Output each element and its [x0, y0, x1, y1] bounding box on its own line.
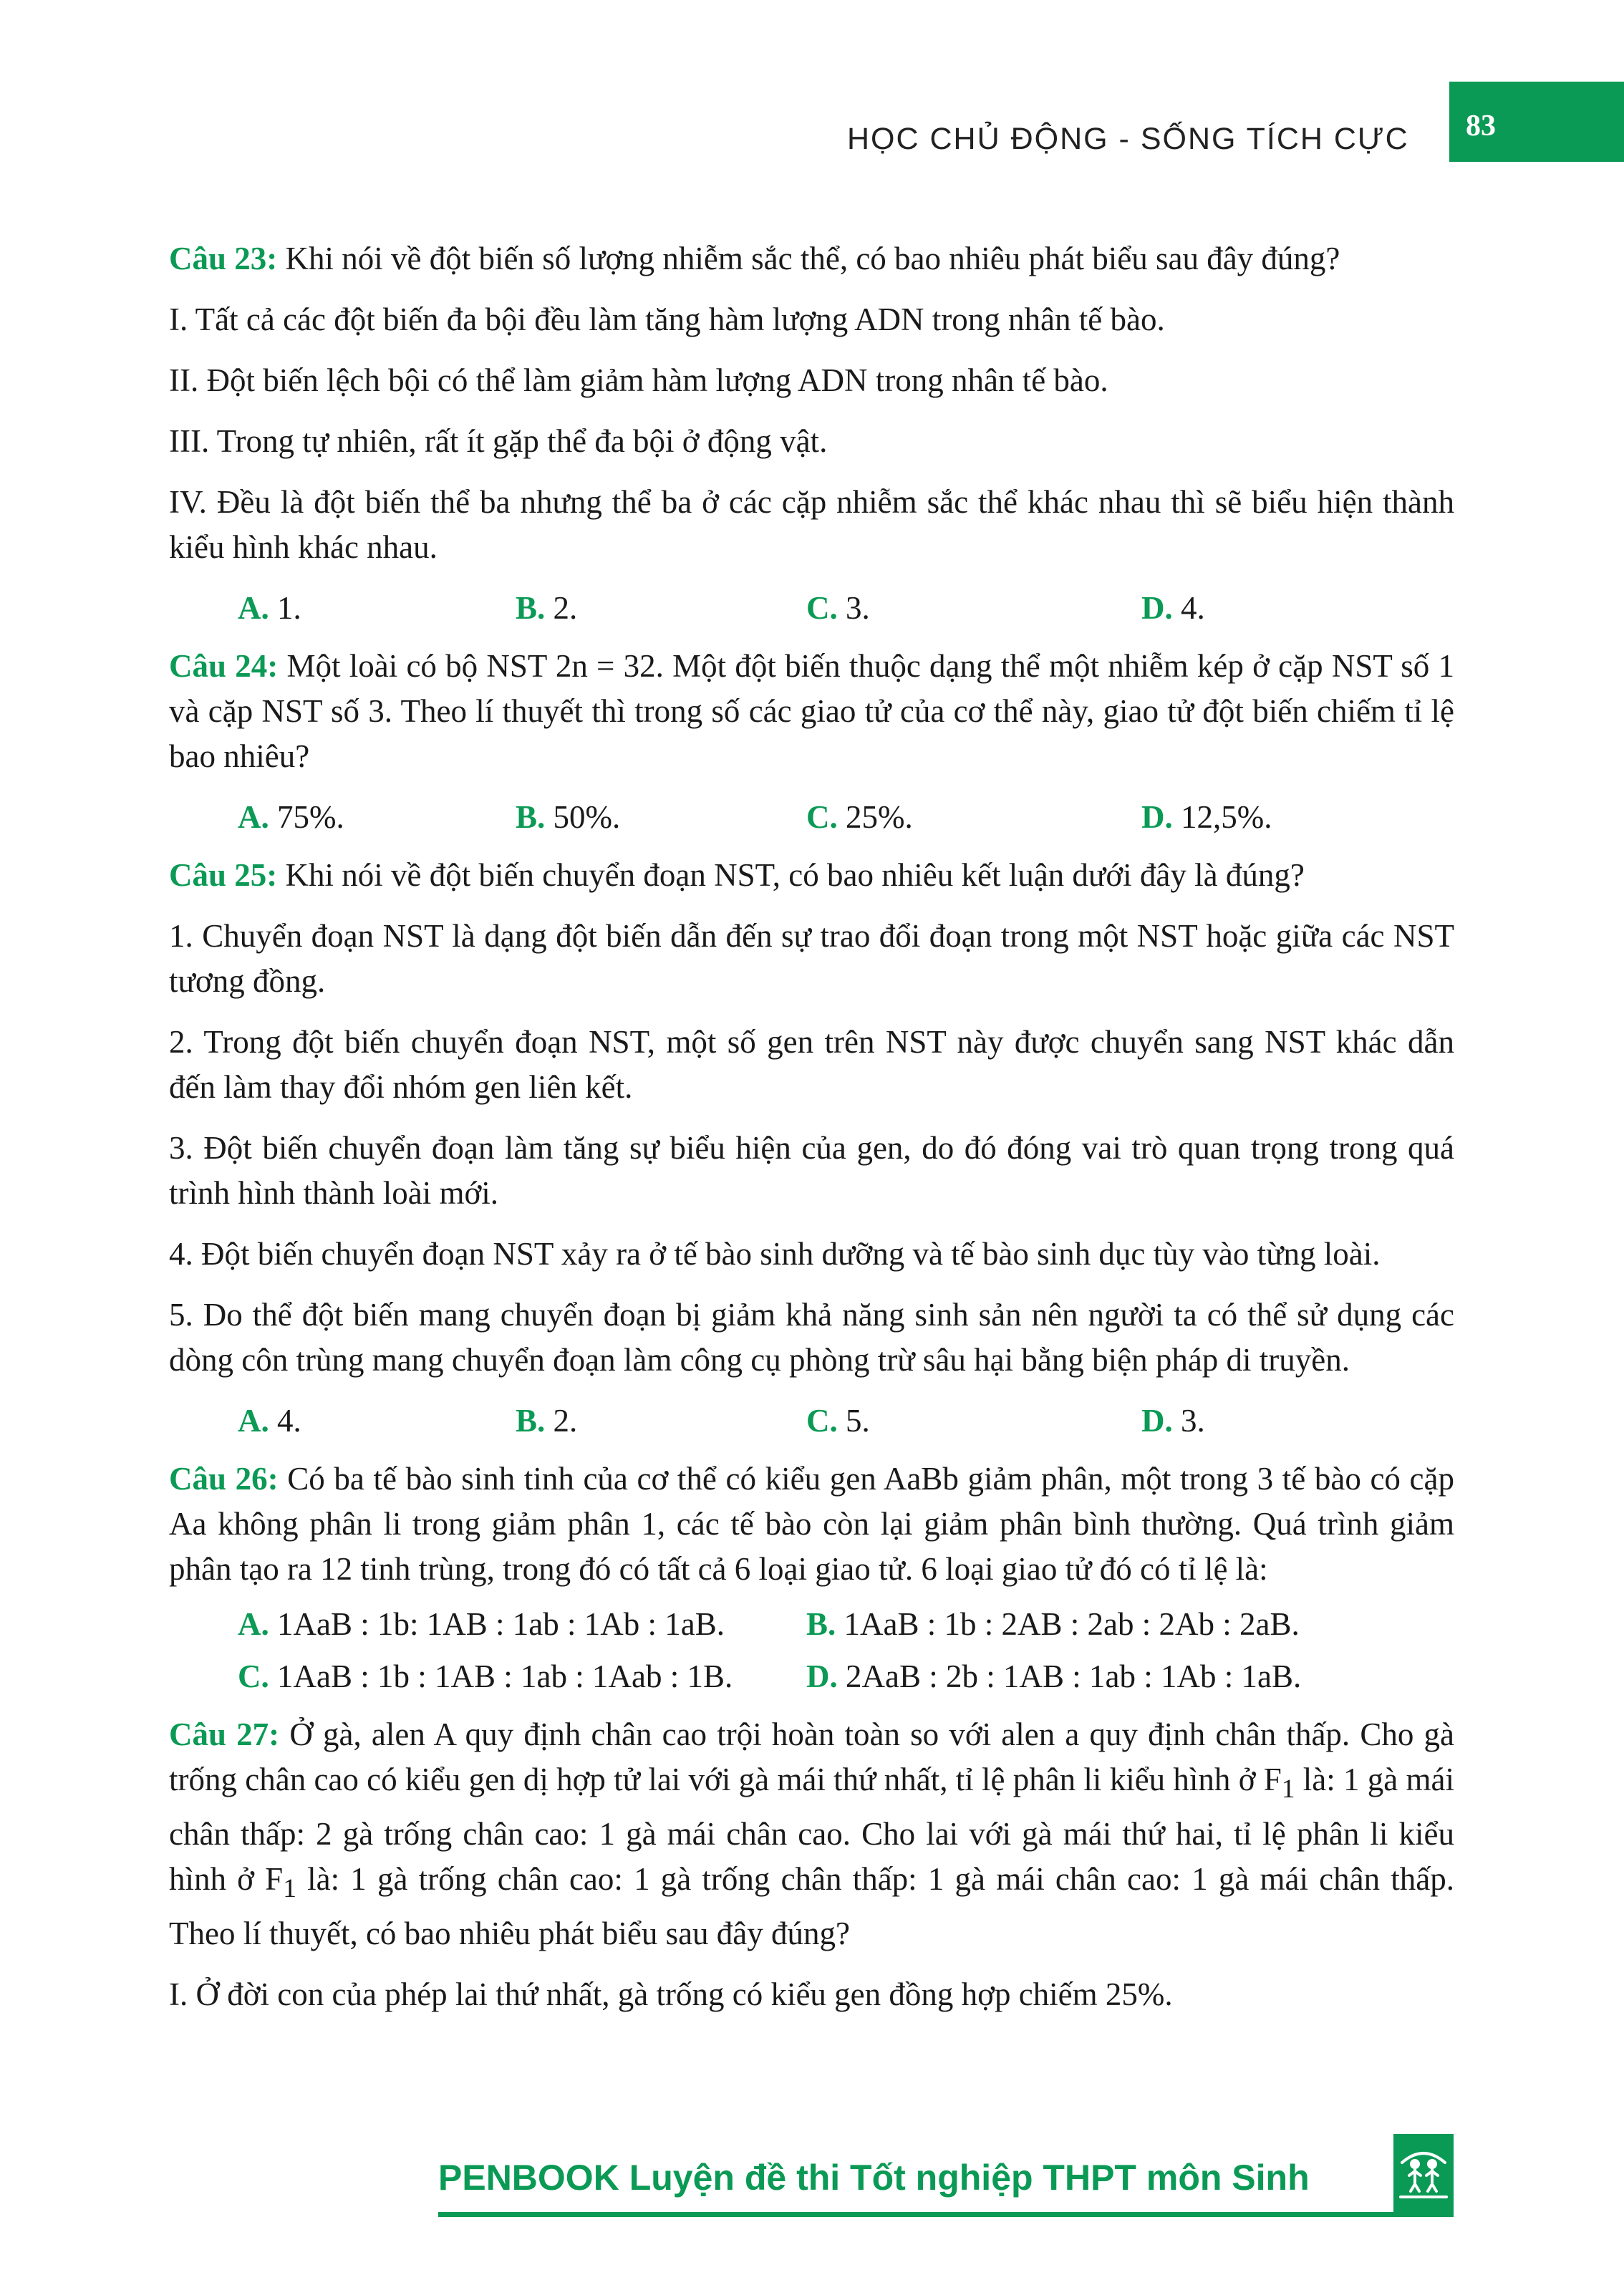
question-label: Câu 26:: [169, 1461, 279, 1497]
option-letter: A.: [238, 1403, 269, 1439]
statement: III. Trong tự nhiên, rất ít gặp thể đa bội ở động vật.: [169, 423, 828, 459]
question-23: [169, 236, 1454, 631]
option-text: 1.: [269, 590, 301, 626]
option-letter: D.: [1141, 799, 1173, 835]
option-b: [516, 586, 806, 631]
option-text: 4.: [1172, 590, 1205, 626]
question-text: là: 1 gà trống chân cao: 1 gà trống chân thấp: 1 gà mái chân cao: 1 gà mái chân thấp. Theo lí thuyết, có bao nhiêu phát biểu sau đây đúng?: [169, 1861, 1454, 1951]
statement: I. Ở đời con của phép lai thứ nhất, gà trống có kiểu gen đồng hợp chiếm 25%.: [169, 1976, 1173, 2012]
answer-options-row-2: [238, 1654, 1454, 1699]
question-text: Một loài có bộ NST 2n = 32. Một đột biến thuộc dạng thể một nhiễm kép ở cặp NST số 1 và cặp NST số 3. Theo lí thuyết thì trong số các giao tử của cơ thể này, giao tử đột biến chiếm tỉ lệ bao nhiêu?: [169, 648, 1454, 774]
question-label: Câu 23:: [169, 241, 278, 276]
statement: 2. Trong đột biến chuyển đoạn NST, một số gen trên NST này được chuyển sang NST khác dẫn đến làm thay đổi nhóm gen liên kết.: [169, 1024, 1454, 1105]
option-text: 1AaB : 1b: 1AB : 1ab : 1Ab : 1aB.: [269, 1606, 725, 1642]
option-letter: A.: [238, 799, 269, 835]
question-stem: [169, 236, 1454, 281]
option-text: 1AaB : 1b : 2AB : 2ab : 2Ab : 2aB.: [836, 1606, 1300, 1642]
subscript: 1: [283, 1874, 296, 1903]
option-b: [516, 1399, 806, 1444]
penbook-logo-icon: [1393, 2134, 1454, 2214]
option-text: 12,5%.: [1172, 799, 1272, 835]
option-letter: C.: [806, 590, 838, 626]
option-text: 25%.: [837, 799, 913, 835]
option-a: [238, 795, 516, 840]
option-letter: D.: [806, 1658, 838, 1694]
option-text: 4.: [269, 1403, 301, 1439]
option-letter: A.: [238, 590, 269, 626]
option-text: 3.: [1172, 1403, 1205, 1439]
option-a: [238, 1399, 516, 1444]
option-letter: C.: [238, 1658, 269, 1694]
option-letter: B.: [516, 799, 546, 835]
answer-options: [238, 586, 1454, 631]
option-letter: B.: [516, 1403, 546, 1439]
question-list: [169, 236, 1454, 2017]
question-label: Câu 27:: [169, 1716, 280, 1752]
option-c: [806, 586, 1141, 631]
subscript: 1: [1281, 1774, 1295, 1804]
question-stem: [169, 1712, 1454, 1956]
question-24: [169, 644, 1454, 840]
option-c: [806, 795, 1141, 840]
statement: II. Đột biến lệch bội có thể làm giảm hàm lượng ADN trong nhân tế bào.: [169, 362, 1108, 398]
option-text: 2AaB : 2b : 1AB : 1ab : 1Ab : 1aB.: [837, 1658, 1302, 1694]
statement: 4. Đột biến chuyển đoạn NST xảy ra ở tế bào sinh dưỡng và tế bào sinh dục tùy vào từng loài.: [169, 1236, 1381, 1272]
question-27: [169, 1712, 1454, 2017]
option-text: 75%.: [269, 799, 344, 835]
statement: 1. Chuyển đoạn NST là dạng đột biến dẫn đến sự trao đổi đoạn trong một NST hoặc giữa các NST tương đồng.: [169, 918, 1454, 999]
option-a: [238, 586, 516, 631]
statement: I. Tất cả các đột biến đa bội đều làm tăng hàm lượng ADN trong nhân tế bào.: [169, 301, 1165, 337]
option-letter: D.: [1141, 590, 1173, 626]
option-text: 2.: [545, 1403, 578, 1439]
option-letter: C.: [806, 799, 838, 835]
option-text: 50%.: [545, 799, 621, 835]
option-text: 3.: [837, 590, 870, 626]
option-d: [1141, 586, 1205, 631]
question-text: là: 1 gà mái chân thấp: 2 gà trống chân cao: 1 gà mái chân cao. Cho lai với gà mái thứ hai, tỉ lệ phân li kiểu hình ở F: [169, 1762, 1454, 1897]
option-text: 5.: [837, 1403, 870, 1439]
penbook-logo-icon-svg: [1393, 2134, 1454, 2214]
question-text: Ở gà, alen A quy định chân cao trội hoàn toàn so với alen a quy định chân thấp. Cho gà trống chân cao có kiểu gen dị hợp tử lai với gà mái thứ nhất, tỉ lệ phân li kiểu hình ở F: [169, 1716, 1454, 1797]
question-text: Khi nói về đột biến số lượng nhiễm sắc thể, có bao nhiêu phát biểu sau đây đúng?: [277, 241, 1340, 276]
page-number: 83: [1466, 110, 1496, 143]
answer-options-row-1: [238, 1602, 1454, 1647]
question-text: Khi nói về đột biến chuyển đoạn NST, có bao nhiêu kết luận dưới đây là đúng?: [277, 857, 1305, 893]
option-c: [238, 1654, 806, 1699]
question-label: Câu 25:: [169, 857, 278, 893]
question-stem: [169, 853, 1454, 898]
statement: 3. Đột biến chuyển đoạn làm tăng sự biểu hiện của gen, do đó đóng vai trò quan trọng trong quá trình hình thành loài mới.: [169, 1130, 1454, 1211]
question-label: Câu 24:: [169, 648, 279, 684]
question-26: [169, 1457, 1454, 1699]
option-b: [806, 1602, 1300, 1647]
option-c: [806, 1399, 1141, 1444]
question-text: Có ba tế bào sinh tinh của cơ thể có kiểu gen AaBb giảm phân, một trong 3 tế bào có cặp Aa không phân li trong giảm phân 1, các tế bào còn lại giảm phân bình thường. Quá trình giảm phân tạo ra 12 tinh trùng, trong đó có tất cả 6 loại giao tử. 6 loại giao tử đó có tỉ lệ là:: [169, 1461, 1454, 1587]
option-letter: D.: [1141, 1403, 1173, 1439]
answer-options: [238, 795, 1454, 840]
statement: IV. Đều là đột biến thể ba nhưng thể ba ở các cặp nhiễm sắc thể khác nhau thì sẽ biểu hiện thành kiểu hình khác nhau.: [169, 484, 1454, 565]
option-letter: C.: [806, 1403, 838, 1439]
option-text: 1AaB : 1b : 1AB : 1ab : 1Aab : 1B.: [269, 1658, 733, 1694]
option-d: [1141, 795, 1272, 840]
option-text: 2.: [545, 590, 578, 626]
footer-title: PENBOOK Luyện đề thi Tốt nghiệp THPT môn Sinh: [438, 2158, 1310, 2198]
option-d: [806, 1654, 1301, 1699]
answer-options: [238, 1399, 1454, 1444]
option-d: [1141, 1399, 1205, 1444]
option-letter: B.: [516, 590, 546, 626]
question-stem: [169, 1457, 1454, 1592]
question-stem: [169, 644, 1454, 779]
option-letter: B.: [806, 1606, 836, 1642]
option-a: [238, 1602, 806, 1647]
question-25: [169, 853, 1454, 1444]
header-title: HỌC CHỦ ĐỘNG - SỐNG TÍCH CỰC: [847, 122, 1409, 156]
footer-rule: [438, 2212, 1454, 2217]
statement: 5. Do thể đột biến mang chuyển đoạn bị giảm khả năng sinh sản nên người ta có thể sử dụng các dòng côn trùng mang chuyển đoạn làm công cụ phòng trừ sâu hại bằng biện pháp di truyền.: [169, 1297, 1454, 1378]
option-letter: A.: [238, 1606, 269, 1642]
option-b: [516, 795, 806, 840]
